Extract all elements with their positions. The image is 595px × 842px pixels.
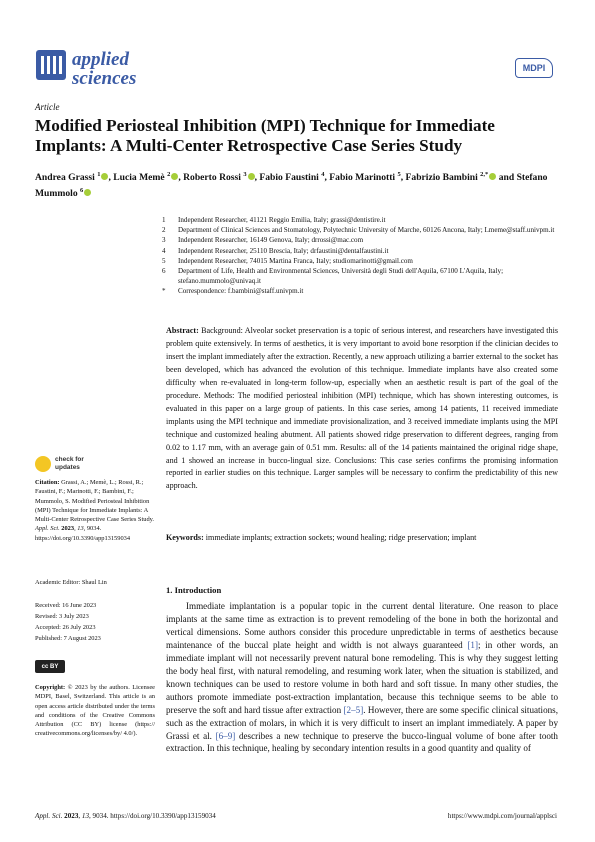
citation-link[interactable]: [2–5] bbox=[343, 704, 364, 715]
affiliation-item bbox=[162, 256, 572, 266]
footer-journal: Appl. Sci. bbox=[35, 812, 63, 820]
citation-journal: Appl. Sci. bbox=[35, 525, 60, 533]
author-affiliation-mark: 2,* bbox=[480, 171, 489, 178]
article-type: Article bbox=[35, 102, 60, 112]
introduction-paragraph bbox=[166, 600, 558, 755]
author-separator: , bbox=[254, 172, 260, 184]
citation-link[interactable]: [6–9] bbox=[215, 730, 236, 741]
abstract-label: Abstract: bbox=[166, 326, 199, 335]
affiliation-number: 2 bbox=[162, 226, 166, 235]
copyright-label: Copyright: bbox=[35, 684, 66, 691]
footer-volume: 13 bbox=[81, 812, 89, 820]
citation-text: Grassi, A.; Memè, L.; Rossi, R.; Faustini, F.; Marinotti, F.; Bambini, F.; Mummolo, S. Modified Periosteal Inhibition (MPI) Technique for Immediate Implants: A Multi-Center Retrospective Case Series Study. bbox=[35, 479, 155, 524]
intro-text-3: . However, there are some specific clinical situations, such as the extraction of molars, in which it is very difficult to insert an implant immediately. A paper by Grassi et al. bbox=[166, 704, 558, 741]
author-name: Stefano Mummolo $^6$ bbox=[35, 172, 548, 200]
abstract bbox=[166, 325, 558, 493]
author-separator: , bbox=[108, 172, 114, 184]
author-name: Fabio Faustini $^4$ bbox=[259, 171, 325, 184]
page-title: Modified Periosteal Inhibition (MPI) Technique for Immediate Implants: A Multi-Center Retrospective Case Series Study bbox=[35, 116, 495, 155]
footer-journal-url[interactable]: https://www.mdpi.com/journal/applsci bbox=[447, 812, 557, 820]
orcid-icon[interactable] bbox=[84, 189, 91, 196]
affiliation-text: Independent Researcher, 25110 Brescia, Italy; drfaustini@dentalfaustini.it bbox=[178, 246, 389, 255]
keywords-text: immediate implants; extraction sockets; wound healing; ridge preservation; implant bbox=[205, 533, 477, 542]
affiliation-text: Correspondence: f.bambini@staff.univpm.it bbox=[178, 287, 304, 296]
journal-name bbox=[72, 50, 136, 88]
affiliation-number: 4 bbox=[162, 246, 166, 255]
author-name: Lucia Memè $^2$ bbox=[113, 172, 178, 183]
keywords-label: Keywords: bbox=[166, 533, 204, 542]
published-date: Published: 7 August 2023 bbox=[35, 635, 101, 642]
intro-text-2: ; in other words, an immediate implant will not necessarily prevent natural bone remodeling. This is why they suggest letting the body heal first, with natural remodeling, and resuming work later, when the situation is stabilized, and known techniques can be used to restore volume in both hard and soft tissue. In many other studies, the authors promote immediate post-extraction implantation, because this technique seems to be able to preserve the soft and hard tissue after extraction bbox=[166, 639, 558, 715]
journal-name-line1: applied bbox=[72, 49, 129, 70]
mdpi-logo-icon bbox=[515, 58, 553, 78]
intro-text-4: describes a new technique to preserve the bucco-lingual volume of bone after tooth extraction. In this technique, healing by secondary intention results in a good quantity and quality of bbox=[166, 730, 558, 754]
footer-year: 2023 bbox=[64, 812, 79, 820]
affiliation-text: Independent Researcher, 74015 Martina Franca, Italy; studiomarinotti@gmail.com bbox=[178, 256, 413, 265]
affiliation-item bbox=[162, 286, 572, 296]
affiliation-text: Department of Clinical Sciences and Stomatology, Polytechnic University of Marche, 60126 Ancona, Italy; Lmeme@staff.univpm.it bbox=[178, 226, 555, 235]
journal-logo-icon bbox=[36, 50, 66, 80]
cc-by-license-icon[interactable] bbox=[35, 660, 65, 673]
author-separator: , bbox=[400, 172, 406, 184]
affiliations bbox=[162, 215, 572, 297]
accepted-date: Accepted: 26 July 2023 bbox=[35, 624, 96, 631]
author-separator: , bbox=[324, 172, 330, 184]
author-name: Fabio Marinotti $^5$ bbox=[329, 171, 401, 184]
mdpi-logo-text: MDPI bbox=[522, 63, 546, 73]
affiliation-item bbox=[162, 246, 572, 256]
affiliation-text: Independent Researcher, 16149 Genova, Italy; drrossi@mac.com bbox=[178, 236, 364, 245]
author-affiliation-mark: 1 bbox=[97, 171, 101, 178]
affiliation-item bbox=[162, 266, 572, 286]
author-affiliation-mark: 2 bbox=[167, 171, 171, 178]
author-name: Fabrizio Bambini $^{2,*}$ bbox=[406, 172, 497, 183]
author-list bbox=[35, 168, 565, 200]
affiliation-text: Independent Researcher, 41121 Reggio Emilia, Italy; grassi@dentistire.it bbox=[178, 216, 386, 224]
authors-and: and bbox=[496, 172, 517, 184]
footer-citation: Appl. Sci. 2023, 13, 9034. https://doi.org/10.3390/app13159034 bbox=[35, 812, 216, 820]
citation-year: 2023 bbox=[61, 525, 75, 533]
citation-volume: 13 bbox=[77, 525, 84, 533]
intro-text-1: Immediate implantation is a popular topic in the current dental literature. One reason to place implants at the same time as extraction is to prevent remodeling of the bone in both the horizontal and vertical dimensions. Some authors consider this procedure unpredictable in terms of aesthetics because maintenance of the buccal plate height and width is not always guaranteed bbox=[166, 601, 558, 650]
affiliation-number: 5 bbox=[162, 256, 166, 265]
cc-by-label: cc BY bbox=[41, 663, 59, 670]
copyright-text: © 2023 by the authors. Licensee MDPI, Basel, Switzerland. This article is an open access article distributed under the terms and conditions of the Creative Commons Attribution (CC BY) license (https:// creativecommons.org/licenses/by/ 4.0/). bbox=[35, 684, 155, 738]
check-updates-line1: check for bbox=[55, 456, 84, 463]
affiliation-item bbox=[162, 235, 572, 245]
footer-doi: , 9034. https://doi.org/10.3390/app13159034 bbox=[89, 812, 216, 820]
check-for-updates-button[interactable] bbox=[35, 456, 95, 474]
affiliation-item bbox=[162, 215, 572, 225]
affiliation-number: 1 bbox=[162, 216, 166, 224]
citation-doi: , 9034. https://doi.org/10.3390/app13159034 bbox=[35, 525, 131, 542]
author-affiliation-mark: 5 bbox=[397, 171, 401, 178]
citation-link[interactable]: [1] bbox=[467, 639, 478, 650]
affiliation-text: Department of Life, Health and Environmental Sciences, Università degli Studi dell'Aquila, 67100 L'Aquila, Italy; stefano.mummolo@univaq.it bbox=[178, 267, 504, 286]
affiliation-number: 6 bbox=[162, 267, 166, 276]
author-affiliation-mark: 4 bbox=[321, 171, 325, 178]
author-separator: , bbox=[178, 172, 184, 184]
abstract-text: Background: Alveolar socket preservation is a topic of serious interest, and researchers have investigated this problem quite extensively. In terms of aesthetics, it is very important to avoid bone resorption if the clinician decides to insert the implant immediately after the extraction. Recently, a new approach utilizing a barrier external to the socket has been developed, which has advanced the evolution of this technique. Immediate implants have also created some difficulty when re-evaluated in long-term follow-up, especially when an aesthetic result is part of the goal of the procedure. Methods: The modified periosteal inhibition (MPI) technique, which has shown interesting outcomes, is evaluated in this paper on a large group of patients. In this case series, among 14 patients, 11 received immediate implants using the MPI technique and immediate provisionalization, and 3 received immediate implants using the MPI technique and customized healing abutment. All patients showed ridge preservation to different degrees, ranging from 0.02 to 1.17 mm, with an average gain of 0.51 mm. Results: all of the 14 patients maintained the original ridge shape, and 1 showed an increase in bucco-lingual size. Conclusions: This case series confirms the promising information reported in earlier studies on this technique. Larger samples will be necessary to confirm the predictability of this new approach. bbox=[166, 326, 558, 491]
citation-label: Citation: bbox=[35, 479, 60, 486]
affiliation-number: 3 bbox=[162, 236, 166, 245]
orcid-icon[interactable] bbox=[248, 173, 255, 180]
check-updates-label bbox=[55, 456, 84, 472]
academic-editor: Academic Editor: Shaul Lin bbox=[35, 579, 107, 586]
citation: Citation: Grassi, A.; Memè, L.; Rossi, R.; Faustini, F.; Marinotti, F.; Bambini, F.; Mummolo, S. Modified Periosteal Inhibition (MPI) Technique for Immediate Implants: A Multi-Center Retrospective Case Series Study. Appl. Sci. 2023, 13, 9034. https://doi.org/10.3390/app13159034 bbox=[35, 479, 155, 542]
author-name: Roberto Rossi $^3$ bbox=[183, 172, 254, 183]
check-updates-icon bbox=[35, 456, 51, 472]
received-date: Received: 16 June 2023 bbox=[35, 602, 97, 609]
author-name: Andrea Grassi $^1$ bbox=[35, 172, 108, 183]
revised-date: Revised: 3 July 2023 bbox=[35, 613, 89, 620]
section-heading-introduction: 1. Introduction bbox=[166, 585, 222, 595]
check-updates-line2: updates bbox=[55, 464, 80, 471]
keywords bbox=[166, 532, 558, 543]
author-affiliation-mark: 6 bbox=[80, 187, 84, 195]
affiliation-item bbox=[162, 225, 572, 235]
affiliation-number: * bbox=[162, 287, 166, 296]
copyright bbox=[35, 683, 155, 739]
author-affiliation-mark: 3 bbox=[243, 171, 247, 178]
journal-name-line2: sciences bbox=[72, 68, 137, 89]
